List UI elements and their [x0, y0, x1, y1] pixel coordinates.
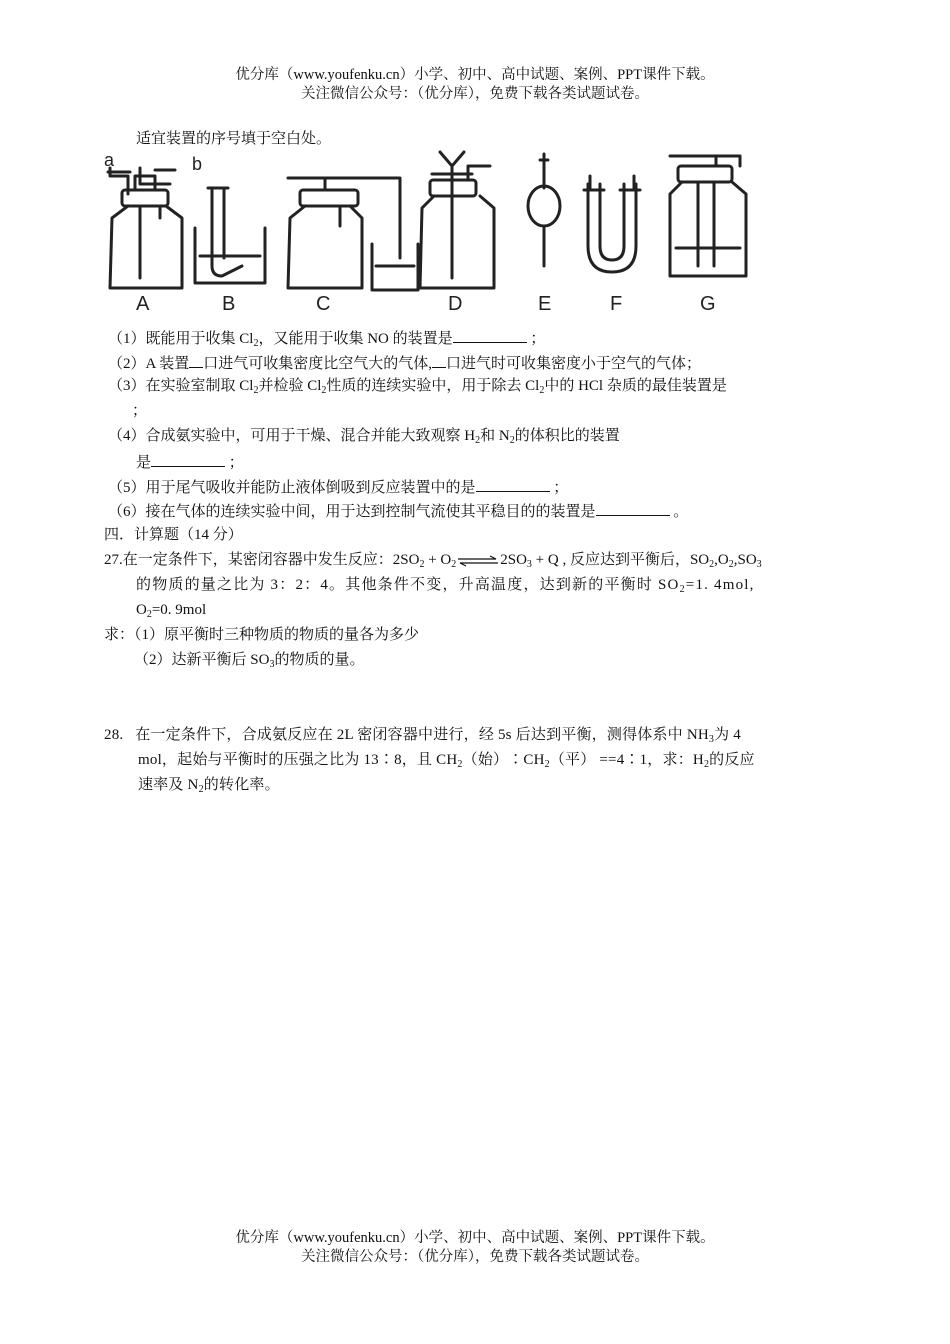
- label-e: E: [538, 293, 552, 315]
- port-label-a: a: [104, 150, 115, 170]
- apparatus-b: [195, 188, 265, 283]
- problem-28-line-2: mol，起始与平衡时的压强之比为 13∶8，且 $CH_2$（始）$∶CH_2$（平） ==4∶1，求：$H_2$的反应: [138, 752, 755, 770]
- answer-blank-1[interactable]: [453, 327, 527, 343]
- problem-28-line-3: 速率及 $N_2$的转化率。: [138, 777, 280, 795]
- answer-blank-5[interactable]: [476, 476, 550, 492]
- question-6: （6）接在气体的连续实验中间，用于达到控制气流使其平稳目的的装置是 。: [108, 500, 688, 522]
- answer-blank-4[interactable]: [151, 451, 225, 467]
- problem-27-ask-1: 求：（1）原平衡时三种物质的物质的量各为多少: [104, 627, 420, 643]
- answer-blank-6[interactable]: [596, 500, 670, 516]
- label-g: G: [700, 293, 716, 315]
- question-2: （2）A 装置 口进气可收集密度比空气大的气体, 口进气时可收集密度小于空气的气体；: [108, 352, 701, 374]
- port-label-b: b: [192, 154, 203, 174]
- problem-27-line-2: 的物质的量之比为 3：2：4。其他条件不变，升高温度，达到新的平衡时 $SO_2=1$. 4mol,: [136, 577, 755, 595]
- answer-blank-2b[interactable]: [432, 352, 446, 368]
- apparatus-d: [420, 152, 494, 288]
- answer-blank-2a[interactable]: [189, 352, 203, 368]
- question-4-cont: 是 ；: [136, 451, 244, 473]
- apparatus-f: [584, 176, 640, 272]
- problem-27-line-1: 27.在一定条件下，某密闭容器中发生反应：$2SO_2 + O_2$ $2SO_3 + Q$ , 反应达到平衡后，$SO_2,O_2,SO_3$: [104, 552, 762, 570]
- page-header: [0, 66, 950, 104]
- apparatus-drawing: [100, 148, 760, 316]
- apparatus-e: [528, 154, 560, 266]
- section-4-heading: 四．计算题（14 分）: [104, 527, 243, 543]
- label-d: D: [448, 293, 463, 315]
- intro-text: 适宜装置的序号填于空白处。: [136, 131, 332, 147]
- problem-27-ask-2: （2）达新平衡后 $SO_3$的物质的量。: [134, 652, 365, 670]
- label-c: C: [316, 293, 331, 315]
- page-footer: [0, 1229, 950, 1267]
- question-3: （3）在实验室制取 $Cl_2$并检验 $Cl_2$性质的连续实验中，用于除去 $Cl_2$中的 HCl 杂质的最佳装置是: [108, 378, 727, 396]
- question-4: （4）合成氨实验中，可用于干燥、混合并能大致观察 $H_2$和 $N_2$的体积比的装置: [108, 428, 620, 446]
- apparatus-g: [670, 156, 746, 276]
- equilibrium-arrow-icon: [456, 555, 500, 567]
- header-line-2: 关注微信公众号：（优分库），免费下载各类试题试卷。: [301, 86, 649, 102]
- question-1: （1）既能用于收集 $Cl_2$，又能用于收集 NO 的装置是 ；: [108, 327, 545, 349]
- label-a: A: [136, 293, 150, 315]
- footer-line-2: 关注微信公众号：（优分库），免费下载各类试题试卷。: [301, 1249, 649, 1265]
- apparatus-c: [288, 178, 418, 290]
- header-line-1: 优分库（www.youfenku.cn）小学、初中、高中试题、案例、PPT课件下载。: [235, 67, 715, 83]
- apparatus-a: [108, 168, 182, 288]
- question-5: （5）用于尾气吸收并能防止液体倒吸到反应装置中的是 ；: [108, 476, 568, 498]
- label-f: F: [610, 293, 623, 315]
- footer-line-1: 优分库（www.youfenku.cn）小学、初中、高中试题、案例、PPT课件下载。: [235, 1230, 715, 1246]
- problem-28-line-1: 28. 在一定条件下，合成氨反应在 2L 密闭容器中进行，经 5s 后达到平衡，测得体系中 $NH_3$为 4: [104, 727, 741, 745]
- label-b: B: [222, 293, 236, 315]
- apparatus-figure: [100, 148, 760, 316]
- problem-27-line-3: $O_2=0$. 9mol: [136, 602, 207, 620]
- question-3-cont: ；: [132, 403, 148, 419]
